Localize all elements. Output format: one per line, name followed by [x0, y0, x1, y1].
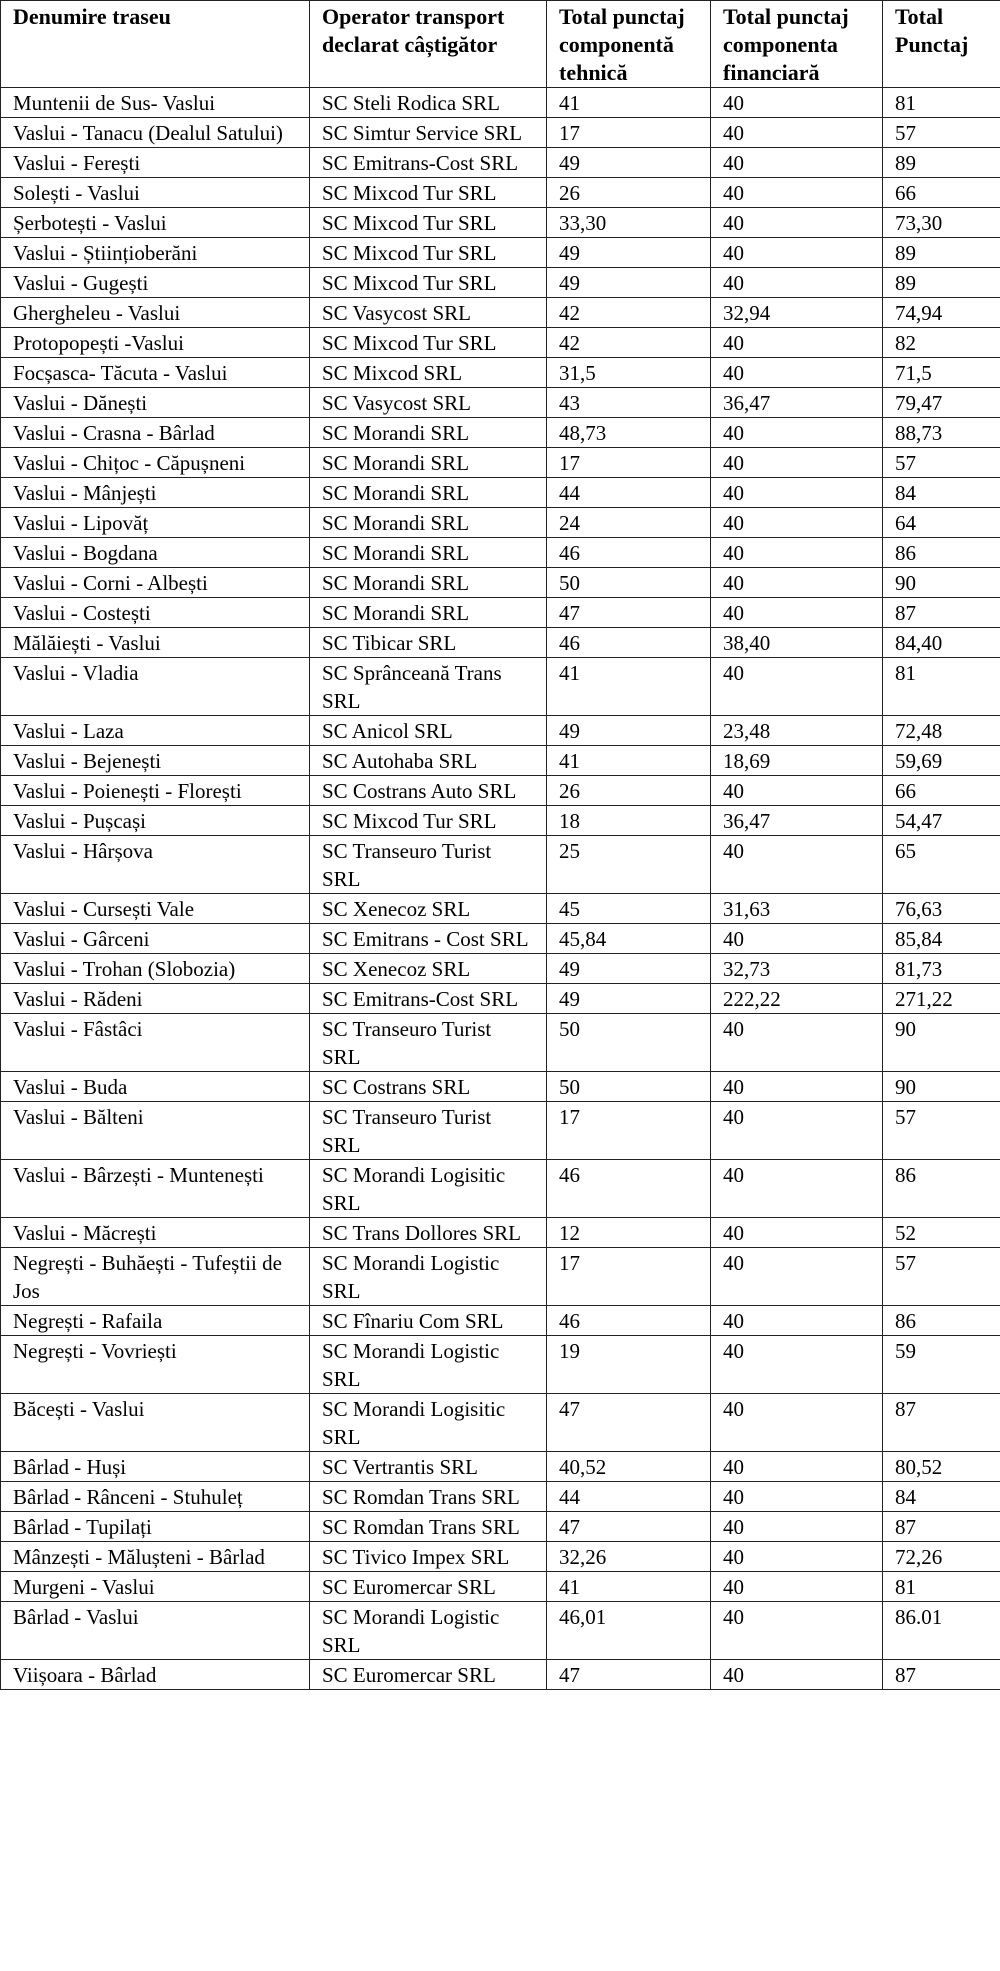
cell-technical-score: 26	[547, 776, 711, 806]
cell-total-score: 64	[883, 508, 1000, 538]
cell-financial-score: 40	[711, 1572, 883, 1602]
cell-technical-score: 45	[547, 894, 711, 924]
cell-technical-score: 41	[547, 658, 711, 716]
cell-route-name: Viișoara - Bârlad	[1, 1660, 310, 1690]
table-row	[1, 984, 1000, 1014]
cell-financial-score: 40	[711, 1336, 883, 1394]
cell-financial-score: 40	[711, 1102, 883, 1160]
cell-total-score: 74,94	[883, 298, 1000, 328]
cell-route-name: Ghergheleu - Vaslui	[1, 298, 310, 328]
cell-total-score: 71,5	[883, 358, 1000, 388]
cell-financial-score: 222,22	[711, 984, 883, 1014]
header-operator: Operator transport declarat câștigător	[310, 1, 547, 88]
cell-financial-score: 40	[711, 924, 883, 954]
cell-financial-score: 40	[711, 1394, 883, 1452]
cell-technical-score: 46	[547, 1306, 711, 1336]
cell-technical-score: 46	[547, 1160, 711, 1218]
header-row	[1, 1, 1000, 88]
cell-financial-score: 40	[711, 776, 883, 806]
cell-financial-score: 40	[711, 568, 883, 598]
cell-operator: SC Morandi SRL	[310, 598, 547, 628]
cell-total-score: 86	[883, 1306, 1000, 1336]
cell-route-name: Vaslui - Corni - Albești	[1, 568, 310, 598]
cell-operator: SC Fînariu Com SRL	[310, 1306, 547, 1336]
cell-total-score: 90	[883, 568, 1000, 598]
cell-operator: SC Mixcod Tur SRL	[310, 238, 547, 268]
table-row	[1, 1572, 1000, 1602]
cell-operator: SC Emitrans - Cost SRL	[310, 924, 547, 954]
cell-technical-score: 46,01	[547, 1602, 711, 1660]
cell-operator: SC Morandi SRL	[310, 538, 547, 568]
cell-financial-score: 40	[711, 178, 883, 208]
table-row	[1, 1452, 1000, 1482]
cell-technical-score: 42	[547, 328, 711, 358]
table-row	[1, 1542, 1000, 1572]
cell-total-score: 73,30	[883, 208, 1000, 238]
header-total-score: Total Punctaj	[883, 1, 1000, 88]
cell-total-score: 54,47	[883, 806, 1000, 836]
table-header	[1, 1, 1000, 88]
cell-route-name: Vaslui - Fâstâci	[1, 1014, 310, 1072]
cell-total-score: 87	[883, 598, 1000, 628]
header-route-name: Denumire traseu	[1, 1, 310, 88]
cell-operator: SC Transeuro Turist SRL	[310, 1014, 547, 1072]
cell-operator: SC Morandi Logistic SRL	[310, 1248, 547, 1306]
cell-technical-score: 17	[547, 1102, 711, 1160]
cell-total-score: 84	[883, 1482, 1000, 1512]
cell-technical-score: 26	[547, 178, 711, 208]
cell-route-name: Negrești - Rafaila	[1, 1306, 310, 1336]
cell-route-name: Negrești - Vovriești	[1, 1336, 310, 1394]
cell-financial-score: 40	[711, 1014, 883, 1072]
cell-technical-score: 41	[547, 746, 711, 776]
table-row	[1, 1394, 1000, 1452]
table-row	[1, 1160, 1000, 1218]
cell-technical-score: 47	[547, 1512, 711, 1542]
cell-financial-score: 40	[711, 448, 883, 478]
cell-total-score: 57	[883, 118, 1000, 148]
table-row	[1, 954, 1000, 984]
cell-route-name: Vaslui - Măcrești	[1, 1218, 310, 1248]
cell-financial-score: 40	[711, 1248, 883, 1306]
cell-route-name: Vaslui - Bejenești	[1, 746, 310, 776]
cell-technical-score: 43	[547, 388, 711, 418]
cell-route-name: Vaslui - Hârșova	[1, 836, 310, 894]
cell-route-name: Protopopești -Vaslui	[1, 328, 310, 358]
cell-operator: SC Euromercar SRL	[310, 1660, 547, 1690]
cell-technical-score: 40,52	[547, 1452, 711, 1482]
cell-financial-score: 40	[711, 358, 883, 388]
cell-operator: SC Simtur Service SRL	[310, 118, 547, 148]
table-row	[1, 1072, 1000, 1102]
cell-total-score: 57	[883, 448, 1000, 478]
table-row	[1, 716, 1000, 746]
cell-total-score: 89	[883, 148, 1000, 178]
cell-operator: SC Sprânceană Trans SRL	[310, 658, 547, 716]
cell-total-score: 89	[883, 238, 1000, 268]
cell-financial-score: 40	[711, 1660, 883, 1690]
cell-operator: SC Morandi SRL	[310, 418, 547, 448]
cell-operator: SC Tivico Impex SRL	[310, 1542, 547, 1572]
cell-total-score: 84	[883, 478, 1000, 508]
cell-financial-score: 40	[711, 598, 883, 628]
cell-financial-score: 40	[711, 1160, 883, 1218]
cell-technical-score: 49	[547, 148, 711, 178]
table-row	[1, 388, 1000, 418]
table-row	[1, 598, 1000, 628]
cell-operator: SC Emitrans-Cost SRL	[310, 984, 547, 1014]
cell-route-name: Vaslui - Științioberăni	[1, 238, 310, 268]
cell-route-name: Mânzești - Mălușteni - Bârlad	[1, 1542, 310, 1572]
cell-technical-score: 18	[547, 806, 711, 836]
cell-route-name: Negrești - Buhăești - Tufeștii de Jos	[1, 1248, 310, 1306]
cell-financial-score: 40	[711, 418, 883, 448]
table-row	[1, 806, 1000, 836]
cell-operator: SC Morandi SRL	[310, 448, 547, 478]
cell-route-name: Vaslui - Bălteni	[1, 1102, 310, 1160]
cell-total-score: 81	[883, 1572, 1000, 1602]
table-row	[1, 478, 1000, 508]
header-technical-score: Total punctaj componentă tehnică	[547, 1, 711, 88]
cell-route-name: Vaslui - Dănești	[1, 388, 310, 418]
cell-financial-score: 40	[711, 836, 883, 894]
table-row	[1, 1660, 1000, 1690]
cell-operator: SC Mixcod Tur SRL	[310, 178, 547, 208]
cell-financial-score: 40	[711, 268, 883, 298]
table-row	[1, 836, 1000, 894]
table-row	[1, 746, 1000, 776]
cell-route-name: Vaslui - Buda	[1, 1072, 310, 1102]
cell-route-name: Vaslui - Trohan (Slobozia)	[1, 954, 310, 984]
table-row	[1, 418, 1000, 448]
cell-financial-score: 36,47	[711, 806, 883, 836]
table-row	[1, 1336, 1000, 1394]
cell-operator: SC Mixcod SRL	[310, 358, 547, 388]
table-row	[1, 178, 1000, 208]
cell-technical-score: 49	[547, 954, 711, 984]
cell-technical-score: 50	[547, 1014, 711, 1072]
cell-total-score: 87	[883, 1512, 1000, 1542]
cell-route-name: Băcești - Vaslui	[1, 1394, 310, 1452]
cell-technical-score: 44	[547, 478, 711, 508]
cell-technical-score: 17	[547, 448, 711, 478]
cell-total-score: 86	[883, 538, 1000, 568]
cell-financial-score: 32,94	[711, 298, 883, 328]
cell-operator: SC Mixcod Tur SRL	[310, 806, 547, 836]
cell-route-name: Muntenii de Sus- Vaslui	[1, 88, 310, 118]
cell-total-score: 72,48	[883, 716, 1000, 746]
cell-total-score: 57	[883, 1102, 1000, 1160]
cell-financial-score: 18,69	[711, 746, 883, 776]
cell-route-name: Vaslui - Gugești	[1, 268, 310, 298]
cell-operator: SC Morandi Logistic SRL	[310, 1336, 547, 1394]
cell-operator: SC Xenecoz SRL	[310, 894, 547, 924]
cell-technical-score: 33,30	[547, 208, 711, 238]
table-row	[1, 568, 1000, 598]
cell-route-name: Solești - Vaslui	[1, 178, 310, 208]
cell-technical-score: 47	[547, 1660, 711, 1690]
cell-financial-score: 40	[711, 1452, 883, 1482]
cell-operator: SC Romdan Trans SRL	[310, 1482, 547, 1512]
cell-technical-score: 46	[547, 628, 711, 658]
cell-operator: SC Vasycost SRL	[310, 298, 547, 328]
cell-operator: SC Mixcod Tur SRL	[310, 268, 547, 298]
cell-technical-score: 24	[547, 508, 711, 538]
cell-route-name: Vaslui - Cursești Vale	[1, 894, 310, 924]
cell-route-name: Vaslui - Tanacu (Dealul Satului)	[1, 118, 310, 148]
cell-route-name: Bârlad - Rânceni - Stuhuleț	[1, 1482, 310, 1512]
cell-total-score: 89	[883, 268, 1000, 298]
cell-route-name: Vaslui - Rădeni	[1, 984, 310, 1014]
table-row	[1, 328, 1000, 358]
table-row	[1, 1602, 1000, 1660]
cell-total-score: 76,63	[883, 894, 1000, 924]
cell-technical-score: 42	[547, 298, 711, 328]
table-row	[1, 298, 1000, 328]
cell-operator: SC Anicol SRL	[310, 716, 547, 746]
cell-route-name: Șerbotești - Vaslui	[1, 208, 310, 238]
cell-operator: SC Mixcod Tur SRL	[310, 328, 547, 358]
cell-total-score: 65	[883, 836, 1000, 894]
cell-operator: SC Morandi Logisitic SRL	[310, 1394, 547, 1452]
cell-total-score: 81	[883, 658, 1000, 716]
table-row	[1, 1218, 1000, 1248]
cell-financial-score: 40	[711, 1072, 883, 1102]
cell-financial-score: 40	[711, 88, 883, 118]
cell-total-score: 66	[883, 776, 1000, 806]
table-row	[1, 148, 1000, 178]
cell-financial-score: 40	[711, 1602, 883, 1660]
cell-route-name: Vaslui - Crasna - Bârlad	[1, 418, 310, 448]
header-financial-score: Total punctaj componenta financiară	[711, 1, 883, 88]
cell-operator: SC Morandi Logisitic SRL	[310, 1160, 547, 1218]
cell-total-score: 271,22	[883, 984, 1000, 1014]
cell-financial-score: 40	[711, 208, 883, 238]
cell-operator: SC Trans Dollores SRL	[310, 1218, 547, 1248]
cell-total-score: 79,47	[883, 388, 1000, 418]
table-row	[1, 1248, 1000, 1306]
cell-technical-score: 31,5	[547, 358, 711, 388]
cell-technical-score: 49	[547, 984, 711, 1014]
cell-technical-score: 50	[547, 568, 711, 598]
cell-route-name: Vaslui - Bârzești - Muntenești	[1, 1160, 310, 1218]
cell-route-name: Vaslui - Bogdana	[1, 538, 310, 568]
cell-route-name: Vaslui - Chițoc - Căpușneni	[1, 448, 310, 478]
cell-financial-score: 40	[711, 1542, 883, 1572]
cell-technical-score: 17	[547, 118, 711, 148]
cell-operator: SC Mixcod Tur SRL	[310, 208, 547, 238]
cell-financial-score: 40	[711, 118, 883, 148]
cell-total-score: 86.01	[883, 1602, 1000, 1660]
cell-route-name: Vaslui - Mânjești	[1, 478, 310, 508]
cell-route-name: Vaslui - Poienești - Florești	[1, 776, 310, 806]
table-row	[1, 118, 1000, 148]
cell-total-score: 66	[883, 178, 1000, 208]
cell-operator: SC Tibicar SRL	[310, 628, 547, 658]
table-row	[1, 924, 1000, 954]
table-row	[1, 776, 1000, 806]
cell-total-score: 80,52	[883, 1452, 1000, 1482]
cell-operator: SC Vasycost SRL	[310, 388, 547, 418]
table-row	[1, 1512, 1000, 1542]
cell-total-score: 88,73	[883, 418, 1000, 448]
cell-total-score: 86	[883, 1160, 1000, 1218]
cell-financial-score: 40	[711, 328, 883, 358]
cell-route-name: Bârlad - Vaslui	[1, 1602, 310, 1660]
cell-route-name: Bârlad - Huși	[1, 1452, 310, 1482]
table-row	[1, 628, 1000, 658]
cell-operator: SC Morandi SRL	[310, 568, 547, 598]
cell-financial-score: 23,48	[711, 716, 883, 746]
cell-financial-score: 40	[711, 658, 883, 716]
cell-route-name: Vaslui - Gârceni	[1, 924, 310, 954]
cell-technical-score: 47	[547, 1394, 711, 1452]
cell-operator: SC Transeuro Turist SRL	[310, 1102, 547, 1160]
cell-total-score: 90	[883, 1014, 1000, 1072]
table-row	[1, 1014, 1000, 1072]
cell-total-score: 87	[883, 1660, 1000, 1690]
cell-technical-score: 47	[547, 598, 711, 628]
cell-financial-score: 31,63	[711, 894, 883, 924]
cell-operator: SC Morandi SRL	[310, 478, 547, 508]
cell-financial-score: 40	[711, 1306, 883, 1336]
cell-technical-score: 44	[547, 1482, 711, 1512]
table-row	[1, 268, 1000, 298]
cell-technical-score: 19	[547, 1336, 711, 1394]
cell-route-name: Vaslui - Laza	[1, 716, 310, 746]
cell-technical-score: 49	[547, 238, 711, 268]
cell-operator: SC Autohaba SRL	[310, 746, 547, 776]
cell-technical-score: 49	[547, 716, 711, 746]
table-body	[1, 88, 1000, 1690]
table-row	[1, 238, 1000, 268]
cell-technical-score: 50	[547, 1072, 711, 1102]
cell-financial-score: 40	[711, 1218, 883, 1248]
cell-operator: SC Emitrans-Cost SRL	[310, 148, 547, 178]
cell-operator: SC Transeuro Turist SRL	[310, 836, 547, 894]
cell-technical-score: 41	[547, 88, 711, 118]
cell-total-score: 57	[883, 1248, 1000, 1306]
cell-total-score: 87	[883, 1394, 1000, 1452]
cell-route-name: Mălăiești - Vaslui	[1, 628, 310, 658]
cell-total-score: 82	[883, 328, 1000, 358]
cell-technical-score: 12	[547, 1218, 711, 1248]
table-row	[1, 658, 1000, 716]
table-row	[1, 508, 1000, 538]
cell-route-name: Bârlad - Tupilați	[1, 1512, 310, 1542]
cell-total-score: 59,69	[883, 746, 1000, 776]
cell-technical-score: 45,84	[547, 924, 711, 954]
cell-route-name: Murgeni - Vaslui	[1, 1572, 310, 1602]
cell-technical-score: 46	[547, 538, 711, 568]
cell-operator: SC Morandi Logistic SRL	[310, 1602, 547, 1660]
cell-operator: SC Morandi SRL	[310, 508, 547, 538]
cell-technical-score: 48,73	[547, 418, 711, 448]
table-row	[1, 448, 1000, 478]
cell-technical-score: 41	[547, 1572, 711, 1602]
table-row	[1, 88, 1000, 118]
cell-total-score: 81,73	[883, 954, 1000, 984]
cell-operator: SC Costrans Auto SRL	[310, 776, 547, 806]
cell-total-score: 81	[883, 88, 1000, 118]
cell-route-name: Vaslui - Pușcași	[1, 806, 310, 836]
cell-total-score: 90	[883, 1072, 1000, 1102]
table-row	[1, 538, 1000, 568]
cell-financial-score: 36,47	[711, 388, 883, 418]
cell-financial-score: 40	[711, 508, 883, 538]
cell-total-score: 85,84	[883, 924, 1000, 954]
cell-operator: SC Xenecoz SRL	[310, 954, 547, 984]
cell-route-name: Focșasca- Tăcuta - Vaslui	[1, 358, 310, 388]
cell-financial-score: 38,40	[711, 628, 883, 658]
cell-route-name: Vaslui - Lipovăț	[1, 508, 310, 538]
cell-financial-score: 40	[711, 1482, 883, 1512]
cell-total-score: 59	[883, 1336, 1000, 1394]
cell-route-name: Vaslui - Ferești	[1, 148, 310, 178]
cell-total-score: 84,40	[883, 628, 1000, 658]
cell-operator: SC Costrans SRL	[310, 1072, 547, 1102]
cell-financial-score: 40	[711, 478, 883, 508]
cell-operator: SC Euromercar SRL	[310, 1572, 547, 1602]
table-row	[1, 894, 1000, 924]
cell-technical-score: 32,26	[547, 1542, 711, 1572]
cell-financial-score: 40	[711, 148, 883, 178]
cell-financial-score: 40	[711, 238, 883, 268]
cell-total-score: 72,26	[883, 1542, 1000, 1572]
cell-operator: SC Romdan Trans SRL	[310, 1512, 547, 1542]
cell-total-score: 52	[883, 1218, 1000, 1248]
cell-financial-score: 40	[711, 538, 883, 568]
cell-financial-score: 40	[711, 1512, 883, 1542]
table-row	[1, 358, 1000, 388]
cell-technical-score: 49	[547, 268, 711, 298]
cell-financial-score: 32,73	[711, 954, 883, 984]
cell-route-name: Vaslui - Costești	[1, 598, 310, 628]
table-row	[1, 1102, 1000, 1160]
cell-technical-score: 17	[547, 1248, 711, 1306]
table-row	[1, 208, 1000, 238]
cell-operator: SC Steli Rodica SRL	[310, 88, 547, 118]
cell-operator: SC Vertrantis SRL	[310, 1452, 547, 1482]
cell-route-name: Vaslui - Vladia	[1, 658, 310, 716]
cell-technical-score: 25	[547, 836, 711, 894]
table-row	[1, 1482, 1000, 1512]
table-row	[1, 1306, 1000, 1336]
